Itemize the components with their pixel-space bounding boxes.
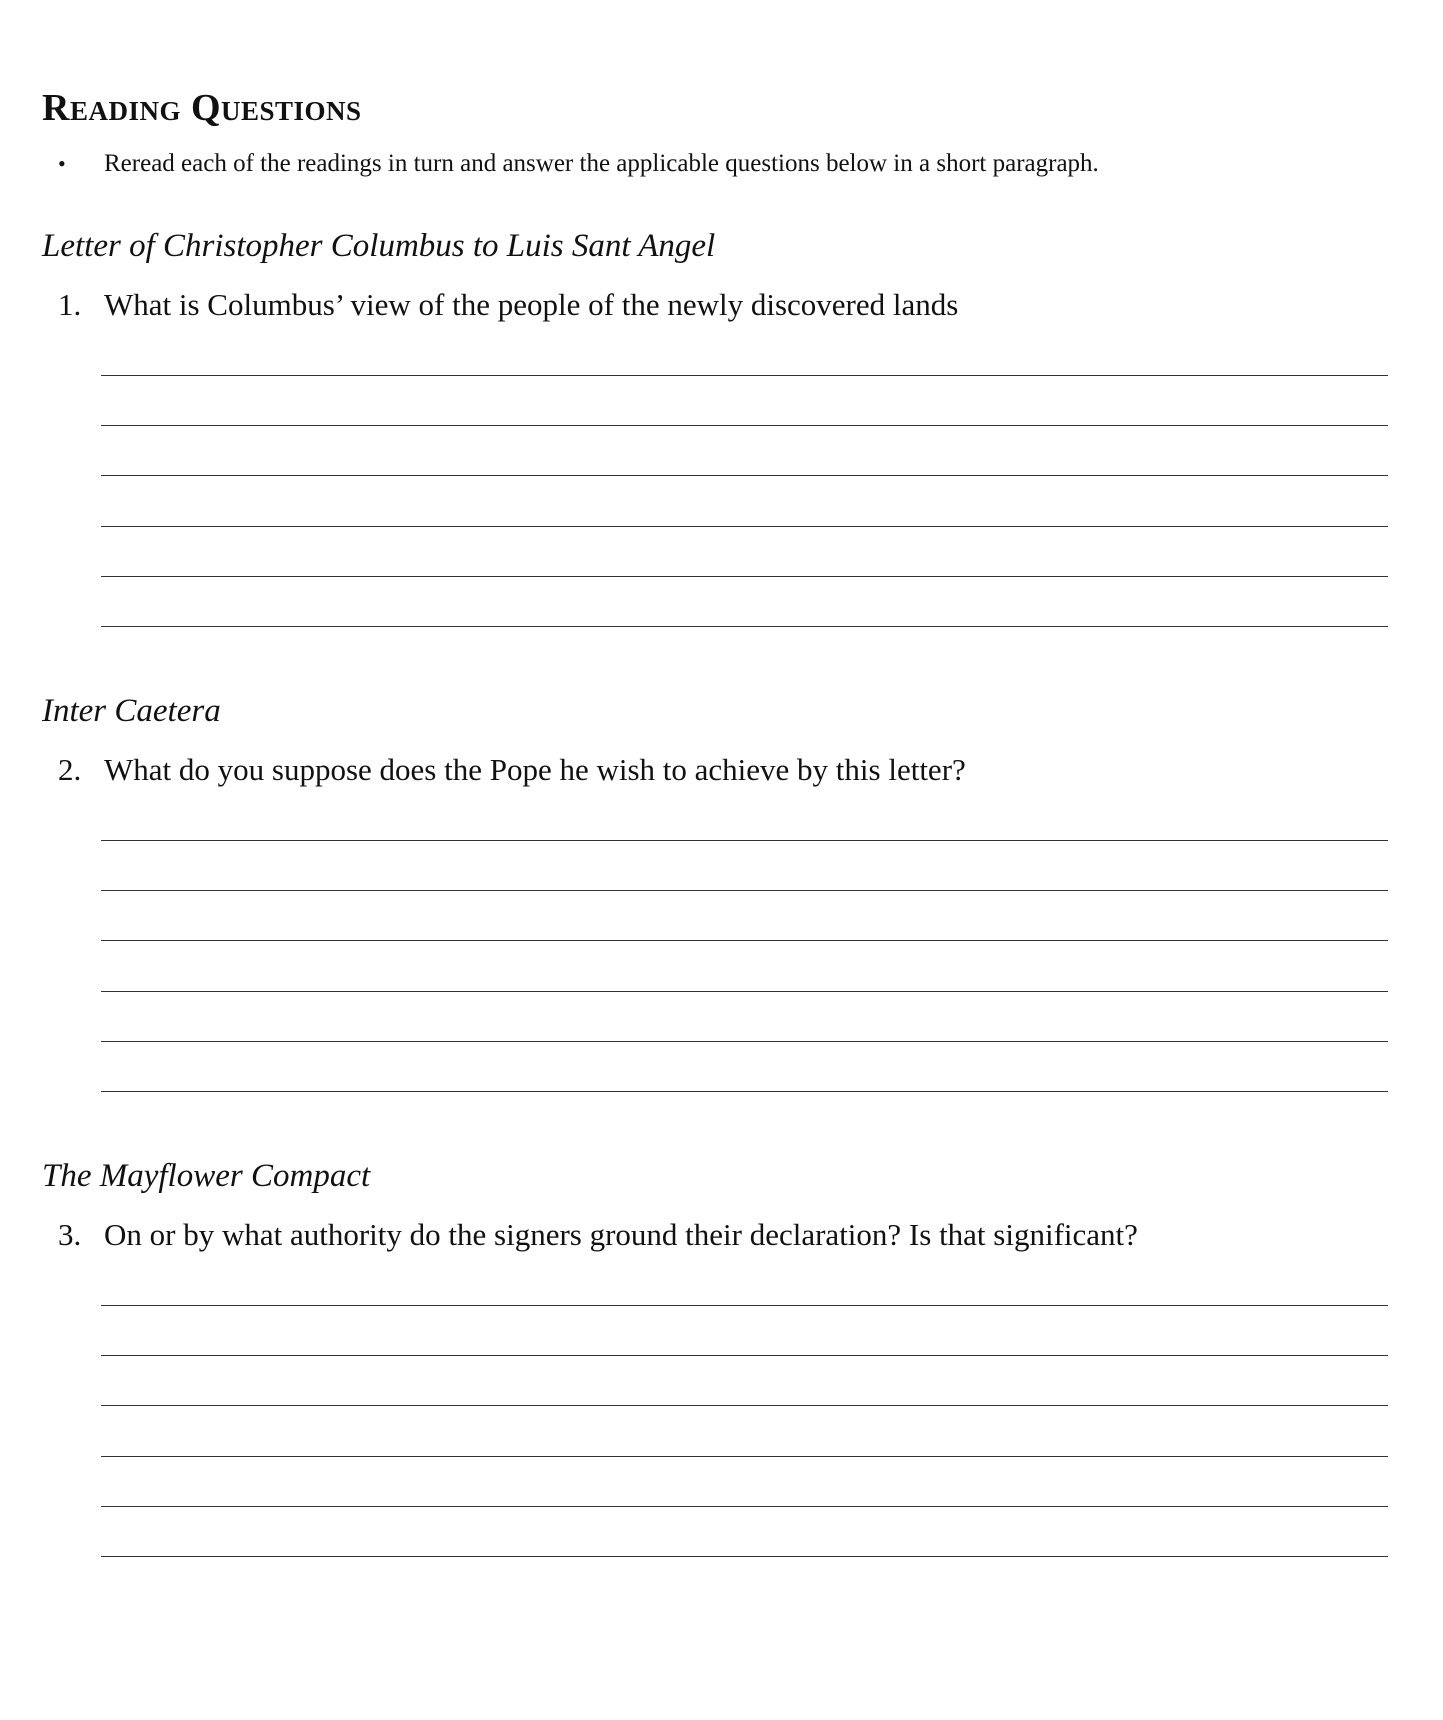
answer-line[interactable] bbox=[101, 1305, 1388, 1306]
answer-line[interactable] bbox=[101, 991, 1388, 992]
answer-line[interactable] bbox=[101, 475, 1388, 476]
answer-line[interactable] bbox=[101, 1355, 1388, 1356]
answer-line[interactable] bbox=[101, 576, 1388, 577]
question-number: 2. bbox=[58, 752, 82, 787]
answer-line[interactable] bbox=[101, 1091, 1388, 1092]
page-title: Reading Questions bbox=[42, 87, 362, 129]
instruction-text: Reread each of the readings in turn and answer the applicable questions below in a short paragraph. bbox=[104, 150, 1099, 177]
answer-line[interactable] bbox=[101, 1556, 1388, 1557]
answer-line[interactable] bbox=[101, 840, 1388, 841]
answer-line[interactable] bbox=[101, 1041, 1388, 1042]
answer-line[interactable] bbox=[101, 375, 1388, 376]
section-title-columbus-letter: Letter of Christopher Columbus to Luis Sant Angel bbox=[42, 228, 716, 264]
question-number: 1. bbox=[58, 287, 82, 322]
bullet-icon: • bbox=[58, 151, 66, 176]
question-text: What do you suppose does the Pope he wish to achieve by this letter? bbox=[104, 752, 966, 787]
question-text: What is Columbus’ view of the people of the newly discovered lands bbox=[104, 287, 959, 322]
answer-line[interactable] bbox=[101, 940, 1388, 941]
answer-line[interactable] bbox=[101, 1456, 1388, 1457]
answer-line[interactable] bbox=[101, 890, 1388, 891]
answer-line[interactable] bbox=[101, 1405, 1388, 1406]
section-title-inter-caetera: Inter Caetera bbox=[42, 693, 221, 729]
answer-line[interactable] bbox=[101, 526, 1388, 527]
question-number: 3. bbox=[58, 1217, 82, 1252]
section-title-mayflower-compact: The Mayflower Compact bbox=[42, 1158, 371, 1194]
answer-line[interactable] bbox=[101, 425, 1388, 426]
answer-line[interactable] bbox=[101, 1506, 1388, 1507]
answer-line[interactable] bbox=[101, 626, 1388, 627]
question-text: On or by what authority do the signers ground their declaration? Is that significant? bbox=[104, 1217, 1138, 1252]
